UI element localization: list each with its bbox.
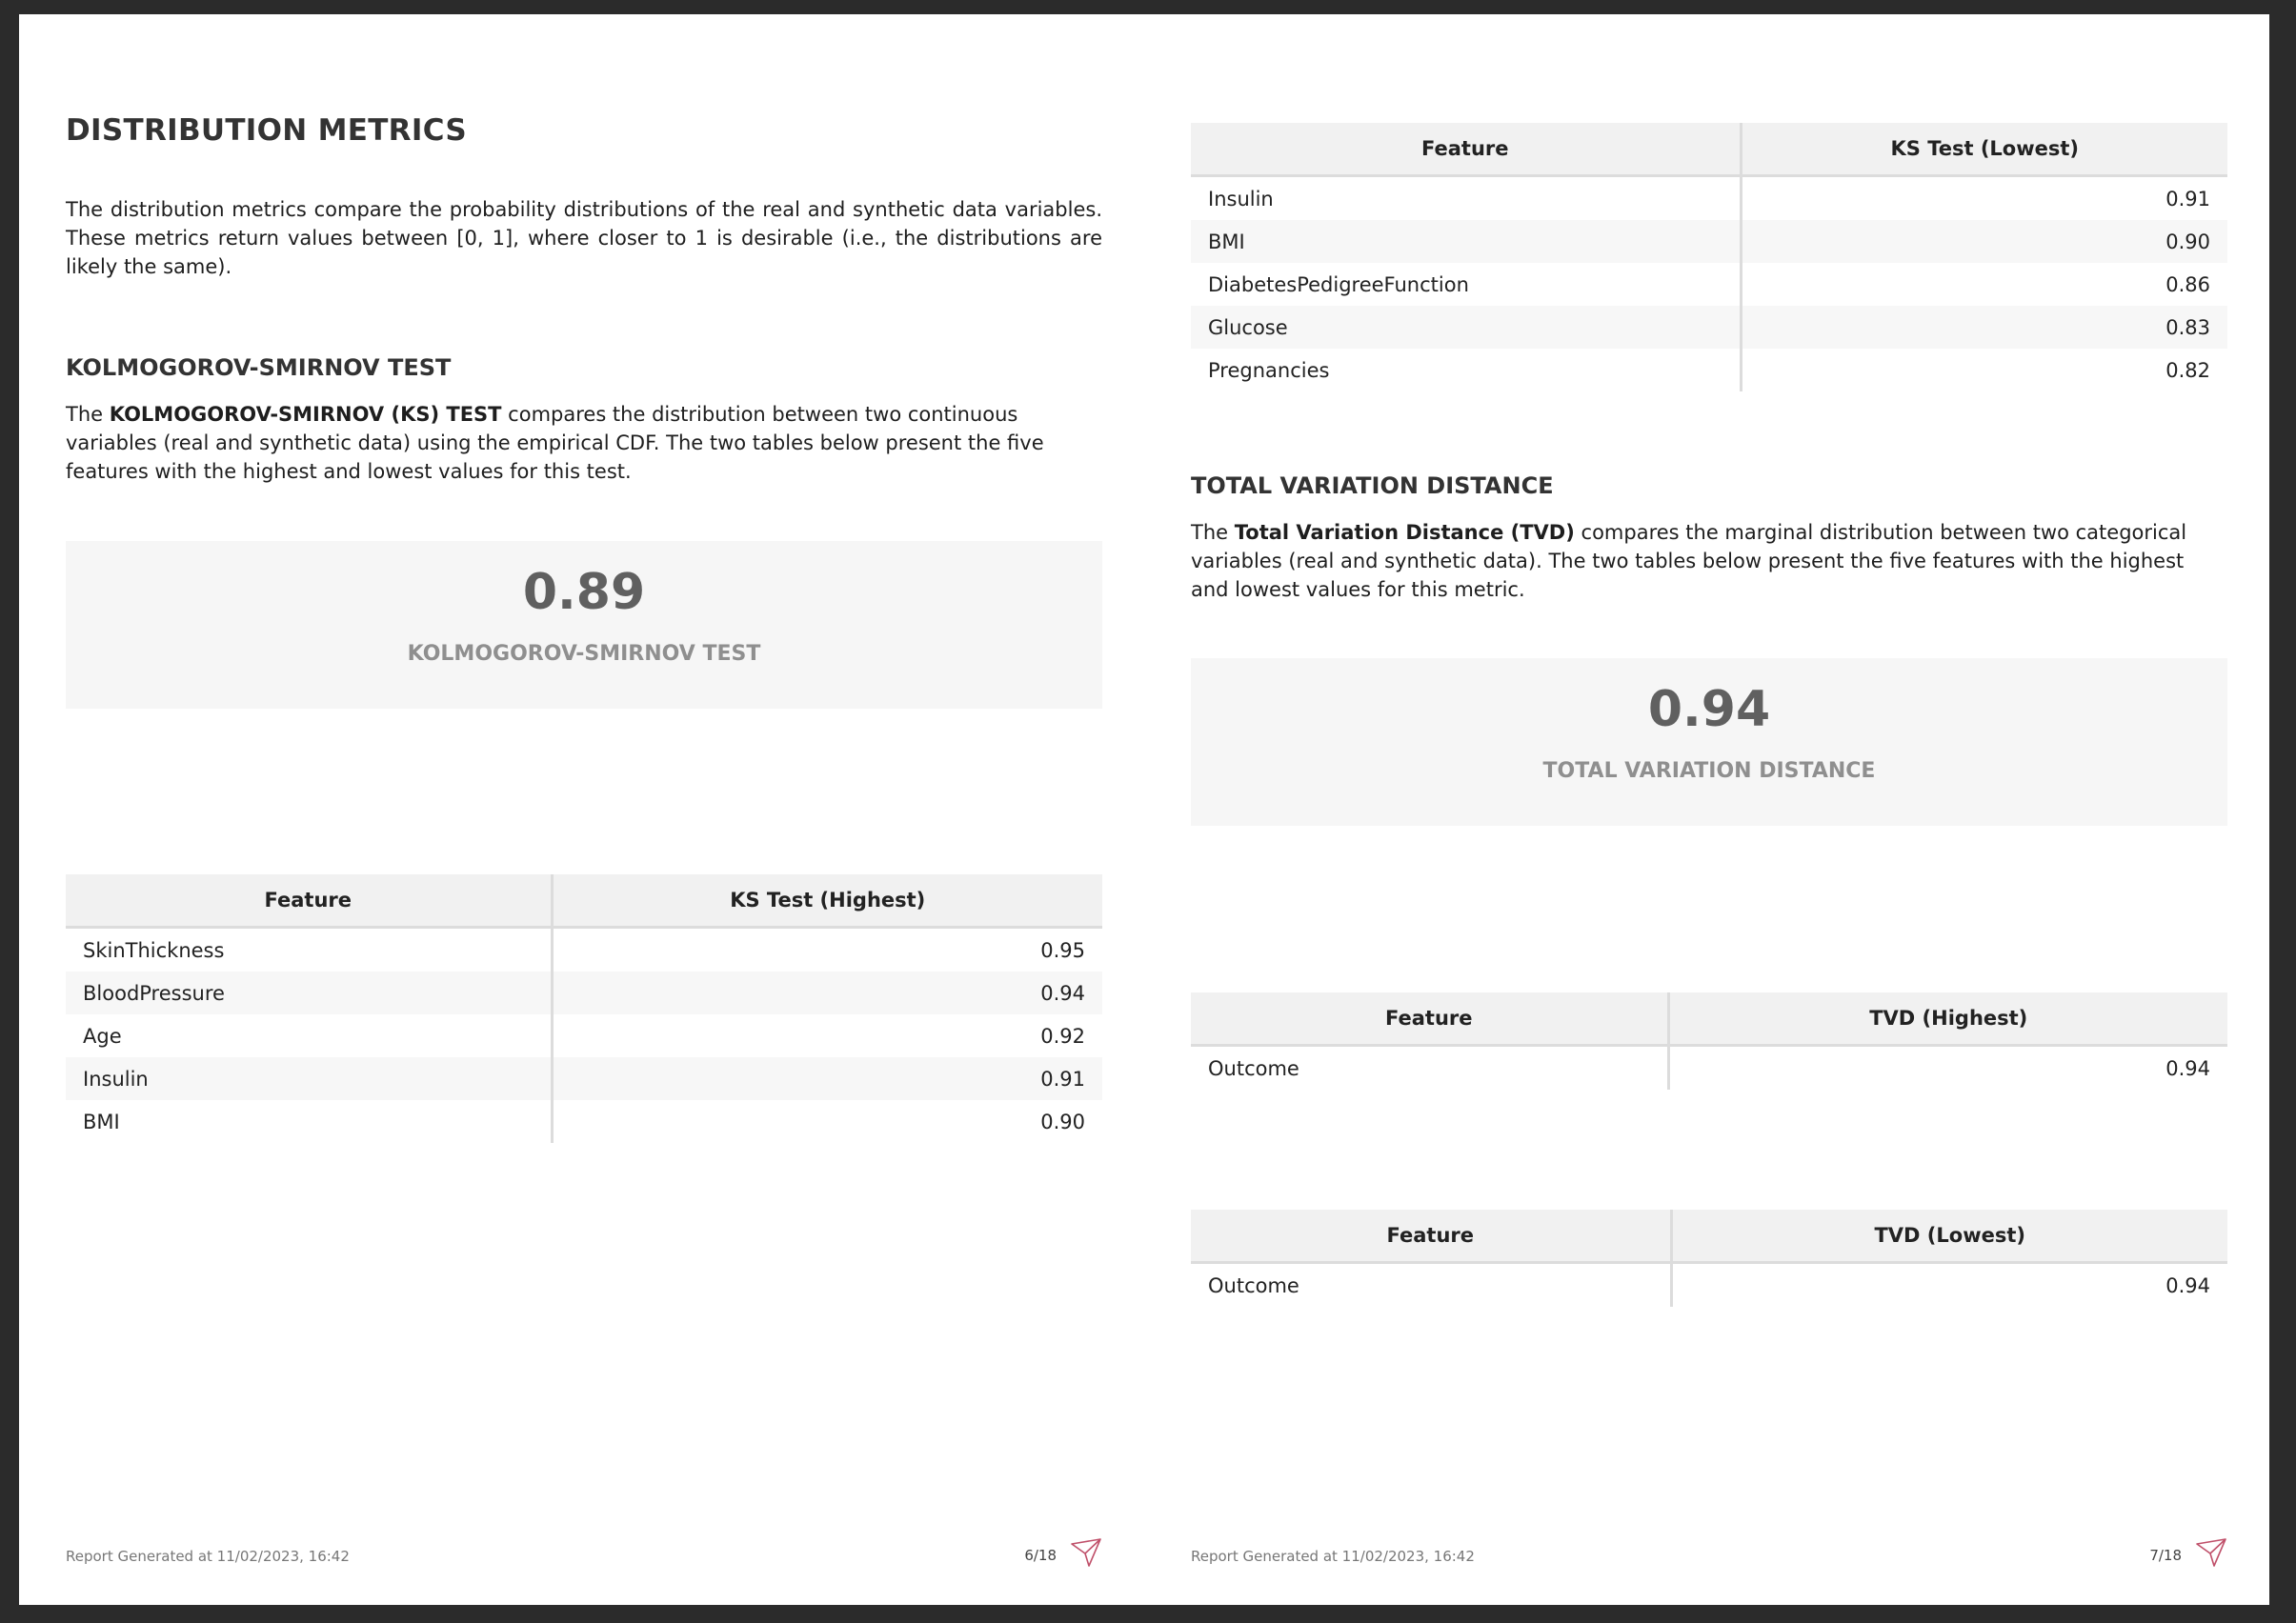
table-header-row [1191,1210,2227,1263]
report-generated-text: Report Generated at 11/02/2023, 16:42 [1191,1548,1475,1565]
table-row [66,972,1102,1014]
ks-metric-value: 0.89 [522,564,646,621]
ks-highest-table [66,874,1102,1143]
tvd-heading: TOTAL VARIATION DISTANCE [1191,472,1554,499]
page-title: DISTRIBUTION METRICS [66,113,467,148]
ks-desc-prefix: The [66,403,110,426]
feature-column-header: Feature [1191,992,1668,1046]
feature-cell: BloodPressure [66,972,552,1014]
logo-icon [1070,1536,1102,1569]
table-row [66,1057,1102,1100]
distribution-intro: The distribution metrics compare the probability distributions of the real and synthetic data variables. These metrics return values between [0, 1], where closer to 1 is desirable (i.e., the distributions are likely the same). [66,198,1102,278]
value-cell: 0.94 [1671,1263,2227,1308]
feature-cell: DiabetesPedigreeFunction [1208,272,1469,296]
tvd-lowest-column-header: TVD (Lowest) [1671,1210,2227,1263]
value-cell: 0.90 [552,1100,1102,1143]
feature-cell: Age [83,1024,122,1048]
value-cell: 0.92 [552,1014,1102,1057]
tvd-lowest-table [1191,1210,2227,1307]
table-row [66,1100,1102,1143]
ks-heading: KOLMOGOROV-SMIRNOV TEST [66,354,452,381]
feature-column-header: Feature [1191,1210,1671,1263]
tvd-desc-bold: Total Variation Distance (TVD) [1234,521,1575,544]
report-sheet [19,14,2269,1605]
value-cell: 0.94 [552,972,1102,1014]
report-generated-text: Report Generated at 11/02/2023, 16:42 [66,1548,350,1565]
value-cell: 0.86 [1741,263,2227,306]
value-cell: 0.83 [1741,306,2227,349]
page-number: 7/18 [2149,1547,2182,1564]
table-row [1191,176,2227,221]
table-row [1191,349,2227,391]
ks-lowest-table [1191,123,2227,391]
table-header-row [1191,123,2227,176]
tvd-metric-card [1191,658,2227,826]
table-row [1191,1263,2227,1308]
value-cell: 0.94 [1668,1046,2227,1091]
value-cell: 0.90 [1741,220,2227,263]
tvd-metric-label: TOTAL VARIATION DISTANCE [1542,759,1876,783]
report-page-7 [1191,14,2227,1605]
tvd-highest-column-header: TVD (Highest) [1668,992,2227,1046]
table-row [1191,306,2227,349]
ks-highest-column-header: KS Test (Highest) [552,874,1102,928]
tvd-desc-suffix: compares the marginal distribution between two categorical variables (real and synthetic data). The two tables below present the five features with the highest and lowest values for this metric. [1191,521,2187,601]
ks-lowest-column-header: KS Test (Lowest) [1741,123,2227,176]
table-row [1191,220,2227,263]
feature-cell: Outcome [1208,1273,1299,1297]
tvd-description [1191,518,2227,604]
ks-metric-label: KOLMOGOROV-SMIRNOV TEST [407,642,761,666]
table-row [66,1014,1102,1057]
table-header-row [66,874,1102,928]
value-cell: 0.91 [1741,176,2227,221]
report-page-6 [66,14,1102,1605]
feature-cell: BMI [83,1110,120,1133]
feature-cell: Outcome [1208,1056,1299,1080]
value-cell: 0.95 [552,928,1102,972]
ks-desc-suffix: compares the distribution between two continuous variables (real and synthetic data) using the empirical CDF. The two tables below present the five features with the highest and lowest values for this test. [66,403,1044,483]
tvd-desc-prefix: The [1191,521,1235,544]
tvd-highest-table [1191,992,2227,1090]
feature-cell: Insulin [66,1057,552,1100]
ks-description [66,400,1102,486]
logo-icon [2195,1536,2227,1569]
feature-cell: Insulin [1208,187,1274,210]
table-row [1191,1046,2227,1091]
feature-cell: Pregnancies [1208,358,1330,382]
table-row [66,928,1102,972]
ks-desc-bold: KOLMOGOROV-SMIRNOV (KS) TEST [109,403,502,426]
feature-column-header: Feature [1191,123,1741,176]
ks-metric-card [66,541,1102,709]
page-number: 6/18 [1024,1547,1057,1564]
feature-column-header: Feature [66,874,552,928]
value-cell: 0.82 [1741,349,2227,391]
feature-cell: Glucose [1191,306,1741,349]
value-cell: 0.91 [552,1057,1102,1100]
feature-cell: SkinThickness [83,938,225,962]
table-header-row [1191,992,2227,1046]
tvd-metric-value: 0.94 [1647,681,1771,738]
table-row [1191,263,2227,306]
feature-cell: BMI [1191,220,1741,263]
